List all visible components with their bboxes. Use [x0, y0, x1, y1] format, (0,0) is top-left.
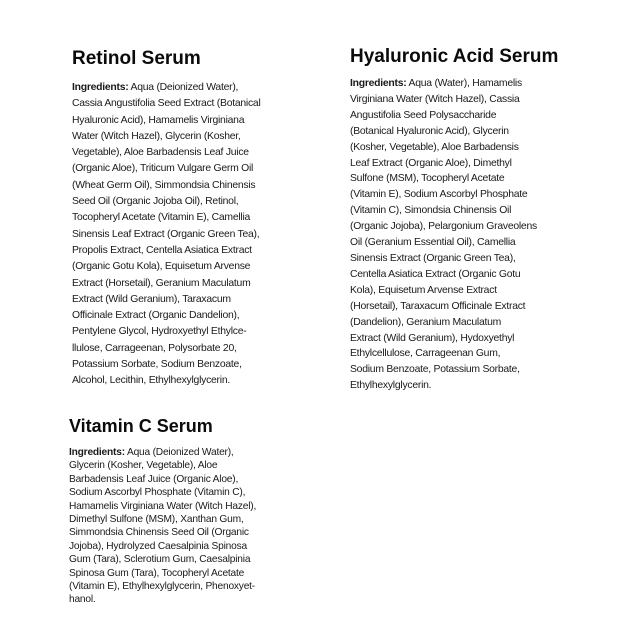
ingredients-text: Aqua (Water), Hamamelis: [408, 78, 522, 89]
ingredients-line: hanol.: [69, 594, 96, 606]
ingredients-line: Vegetable), Aloe Barbadensis Leaf Juice: [72, 147, 249, 159]
ingredients-first-line: [69, 446, 256, 459]
ingredients-line: (Botanical Hyaluronic Acid), Glycerin: [350, 125, 509, 137]
ingredients-line: Sodium Benzoate, Potassium Sorbate,: [350, 364, 520, 376]
ingredients-line: (Dandelion), Geranium Maculatum: [350, 316, 502, 328]
ingredients-line: Cassia Angustifolia Seed Extract (Botanical: [72, 98, 261, 110]
ingredients-line: Sinensis Leaf Extract (Organic Green Tea),: [72, 228, 260, 240]
ingredients-line: Hyaluronic Acid), Hamamelis Virginiana: [72, 114, 245, 126]
ingredients-line: Kola), Equisetum Arvense Extract: [350, 284, 497, 296]
ingredients-line: Leaf Extract (Organic Aloe), Dimethyl: [350, 157, 512, 169]
ingredients-text: Aqua (Deionized Water),: [126, 447, 234, 458]
ingredients-line: Virginiana Water (Witch Hazel), Cassia: [350, 93, 520, 105]
ingredients-line: Seed Oil (Organic Jojoba Oil), Retinol,: [72, 196, 239, 208]
ingredients-line: Gum (Tara), Sclerotium Gum, Caesalpinia: [69, 554, 251, 566]
ingredients-line: Jojoba), Hydrolyzed Caesalpinia Spinosa: [69, 540, 247, 552]
ingredients-line: Barbadensis Leaf Juice (Organic Aloe),: [69, 473, 239, 485]
ingredients-line: Extract (Horsetail), Geranium Maculatum: [72, 277, 251, 289]
ingredients-lines: [69, 459, 256, 606]
ingredients-line: (Vitamin C), Simondsia Chinensis Oil: [350, 205, 512, 217]
ingredients-lines: [350, 92, 558, 394]
ingredients-line: Glycerin (Kosher, Vegetable), Aloe: [69, 460, 218, 472]
ingredients-label: Ingredients:: [350, 78, 407, 89]
ingredients-line: (Organic Aloe), Triticum Vulgare Germ Oil: [72, 163, 254, 175]
ingredients-line: Propolis Extract, Centella Asiatica Extract: [72, 244, 252, 256]
hyaluronic-acid-serum-section: [350, 42, 558, 394]
ingredients-line: Centella Asiatica Extract (Organic Gotu: [350, 268, 521, 280]
ingredients-line: Hamamelis Virginiana Water (Witch Hazel),: [69, 500, 257, 512]
ingredients-line: Dimethyl Sulfone (MSM), Xanthan Gum,: [69, 514, 244, 526]
retinol-serum-section: [72, 44, 261, 390]
ingredients-first-line: [72, 80, 261, 96]
ingredients-line: (Organic Gotu Kola), Equisetum Arvense: [72, 261, 251, 273]
ingredients-first-line: [350, 76, 558, 92]
ingredients-line: Angustifolia Seed Polysaccharide: [350, 109, 497, 121]
ingredients-line: Simmondsia Chinensis Seed Oil (Organic: [69, 527, 249, 539]
ingredients-line: Ethylhexylglycerin.: [350, 380, 432, 392]
ingredients-line: (Kosher, Vegetable), Aloe Barbadensis: [350, 141, 519, 153]
hyaluronic-acid-serum-title: Hyaluronic Acid Serum: [350, 46, 559, 67]
ingredients-label: Ingredients:: [69, 447, 125, 458]
ingredients-line: Ethylcellulose, Carrageenan Gum,: [350, 348, 501, 360]
retinol-serum-title: Retinol Serum: [72, 48, 201, 69]
ingredients-line: (Vitamin E), Ethylhexylglycerin, Phenoxyet-: [69, 581, 255, 593]
ingredients-line: Extract (Wild Geranium), Taraxacum: [72, 293, 231, 305]
ingredients-line: (Wheat Germ Oil), Simmondsia Chinensis: [72, 179, 256, 191]
ingredients-line: Water (Witch Hazel), Glycerin (Kosher,: [72, 130, 241, 142]
ingredients-line: Sodium Ascorbyl Phosphate (Vitamin C),: [69, 487, 246, 499]
ingredients-line: Spinosa Gum (Tara), Tocopheryl Acetate: [69, 567, 245, 579]
ingredients-line: Alcohol, Lecithin, Ethylhexylglycerin.: [72, 375, 230, 387]
ingredients-line: Tocopheryl Acetate (Vitamin E), Camellia: [72, 212, 251, 224]
ingredients-line: Extract (Wild Geranium), Hydoxyethyl: [350, 332, 515, 344]
ingredients-line: (Horsetail), Taraxacum Officinale Extract: [350, 300, 526, 312]
ingredients-line: (Organic Jojoba), Pelargonium Graveolens: [350, 221, 537, 233]
ingredients-line: Officinale Extract (Organic Dandelion),: [72, 310, 240, 322]
ingredients-line: Sinensis Extract (Organic Green Tea),: [350, 252, 516, 264]
ingredients-label: Ingredients:: [72, 82, 129, 93]
ingredients-line: (Vitamin E), Sodium Ascorbyl Phosphate: [350, 189, 528, 201]
ingredients-line: Potassium Sorbate, Sodium Benzoate,: [72, 359, 242, 371]
ingredients-line: Sulfone (MSM), Tocopheryl Acetate: [350, 173, 505, 185]
ingredients-lines: [72, 96, 261, 389]
ingredients-line: llulose, Carrageenan, Polysorbate 20,: [72, 342, 237, 354]
ingredients-line: Pentylene Glycol, Hydroxyethyl Ethylce-: [72, 326, 247, 338]
ingredients-text: Aqua (Deionized Water),: [130, 82, 239, 93]
vitamin-c-serum-title: Vitamin C Serum: [69, 416, 213, 436]
ingredients-line: Oil (Geranium Essential Oil), Camellia: [350, 237, 516, 249]
vitamin-c-serum-section: [69, 412, 256, 607]
